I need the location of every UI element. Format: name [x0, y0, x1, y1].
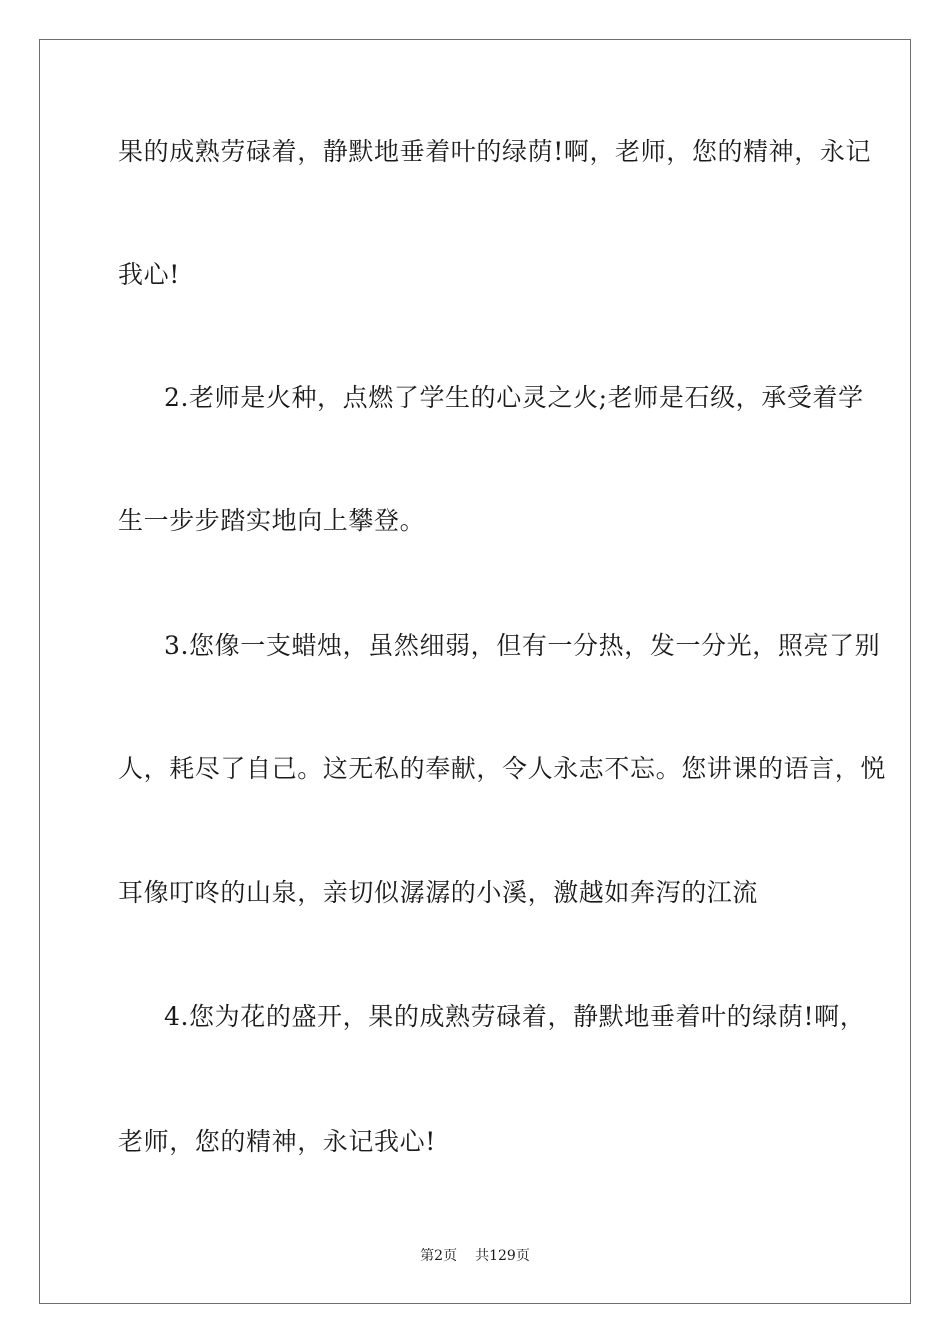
- text-line: 果的成熟劳碌着，静默地垂着叶的绿荫!啊，老师，您的精神，永记: [118, 137, 872, 166]
- page-total: 共129页: [475, 1248, 530, 1264]
- page-border: [39, 39, 911, 1304]
- page-number: 第2页: [420, 1248, 458, 1264]
- text-line: 人，耗尽了自己。这无私的奉献，令人永志不忘。您讲课的语言，悦: [118, 754, 887, 783]
- text-line: 生一步步踏实地向上攀登。: [118, 506, 426, 535]
- page-footer: [0, 1246, 950, 1266]
- text-line: 我心!: [118, 260, 180, 289]
- text-line: 2.老师是火种，点燃了学生的心灵之火;老师是石级，承受着学: [164, 383, 864, 412]
- text-line: 4.您为花的盛开，果的成熟劳碌着，静默地垂着叶的绿荫!啊，: [164, 1002, 866, 1031]
- text-line: 耳像叮咚的山泉，亲切似潺潺的小溪，激越如奔泻的江流: [118, 878, 759, 907]
- text-line: 老师，您的精神，永记我心!: [118, 1127, 436, 1156]
- text-line: 3.您像一支蜡烛，虽然细弱，但有一分热，发一分光，照亮了别: [164, 631, 881, 660]
